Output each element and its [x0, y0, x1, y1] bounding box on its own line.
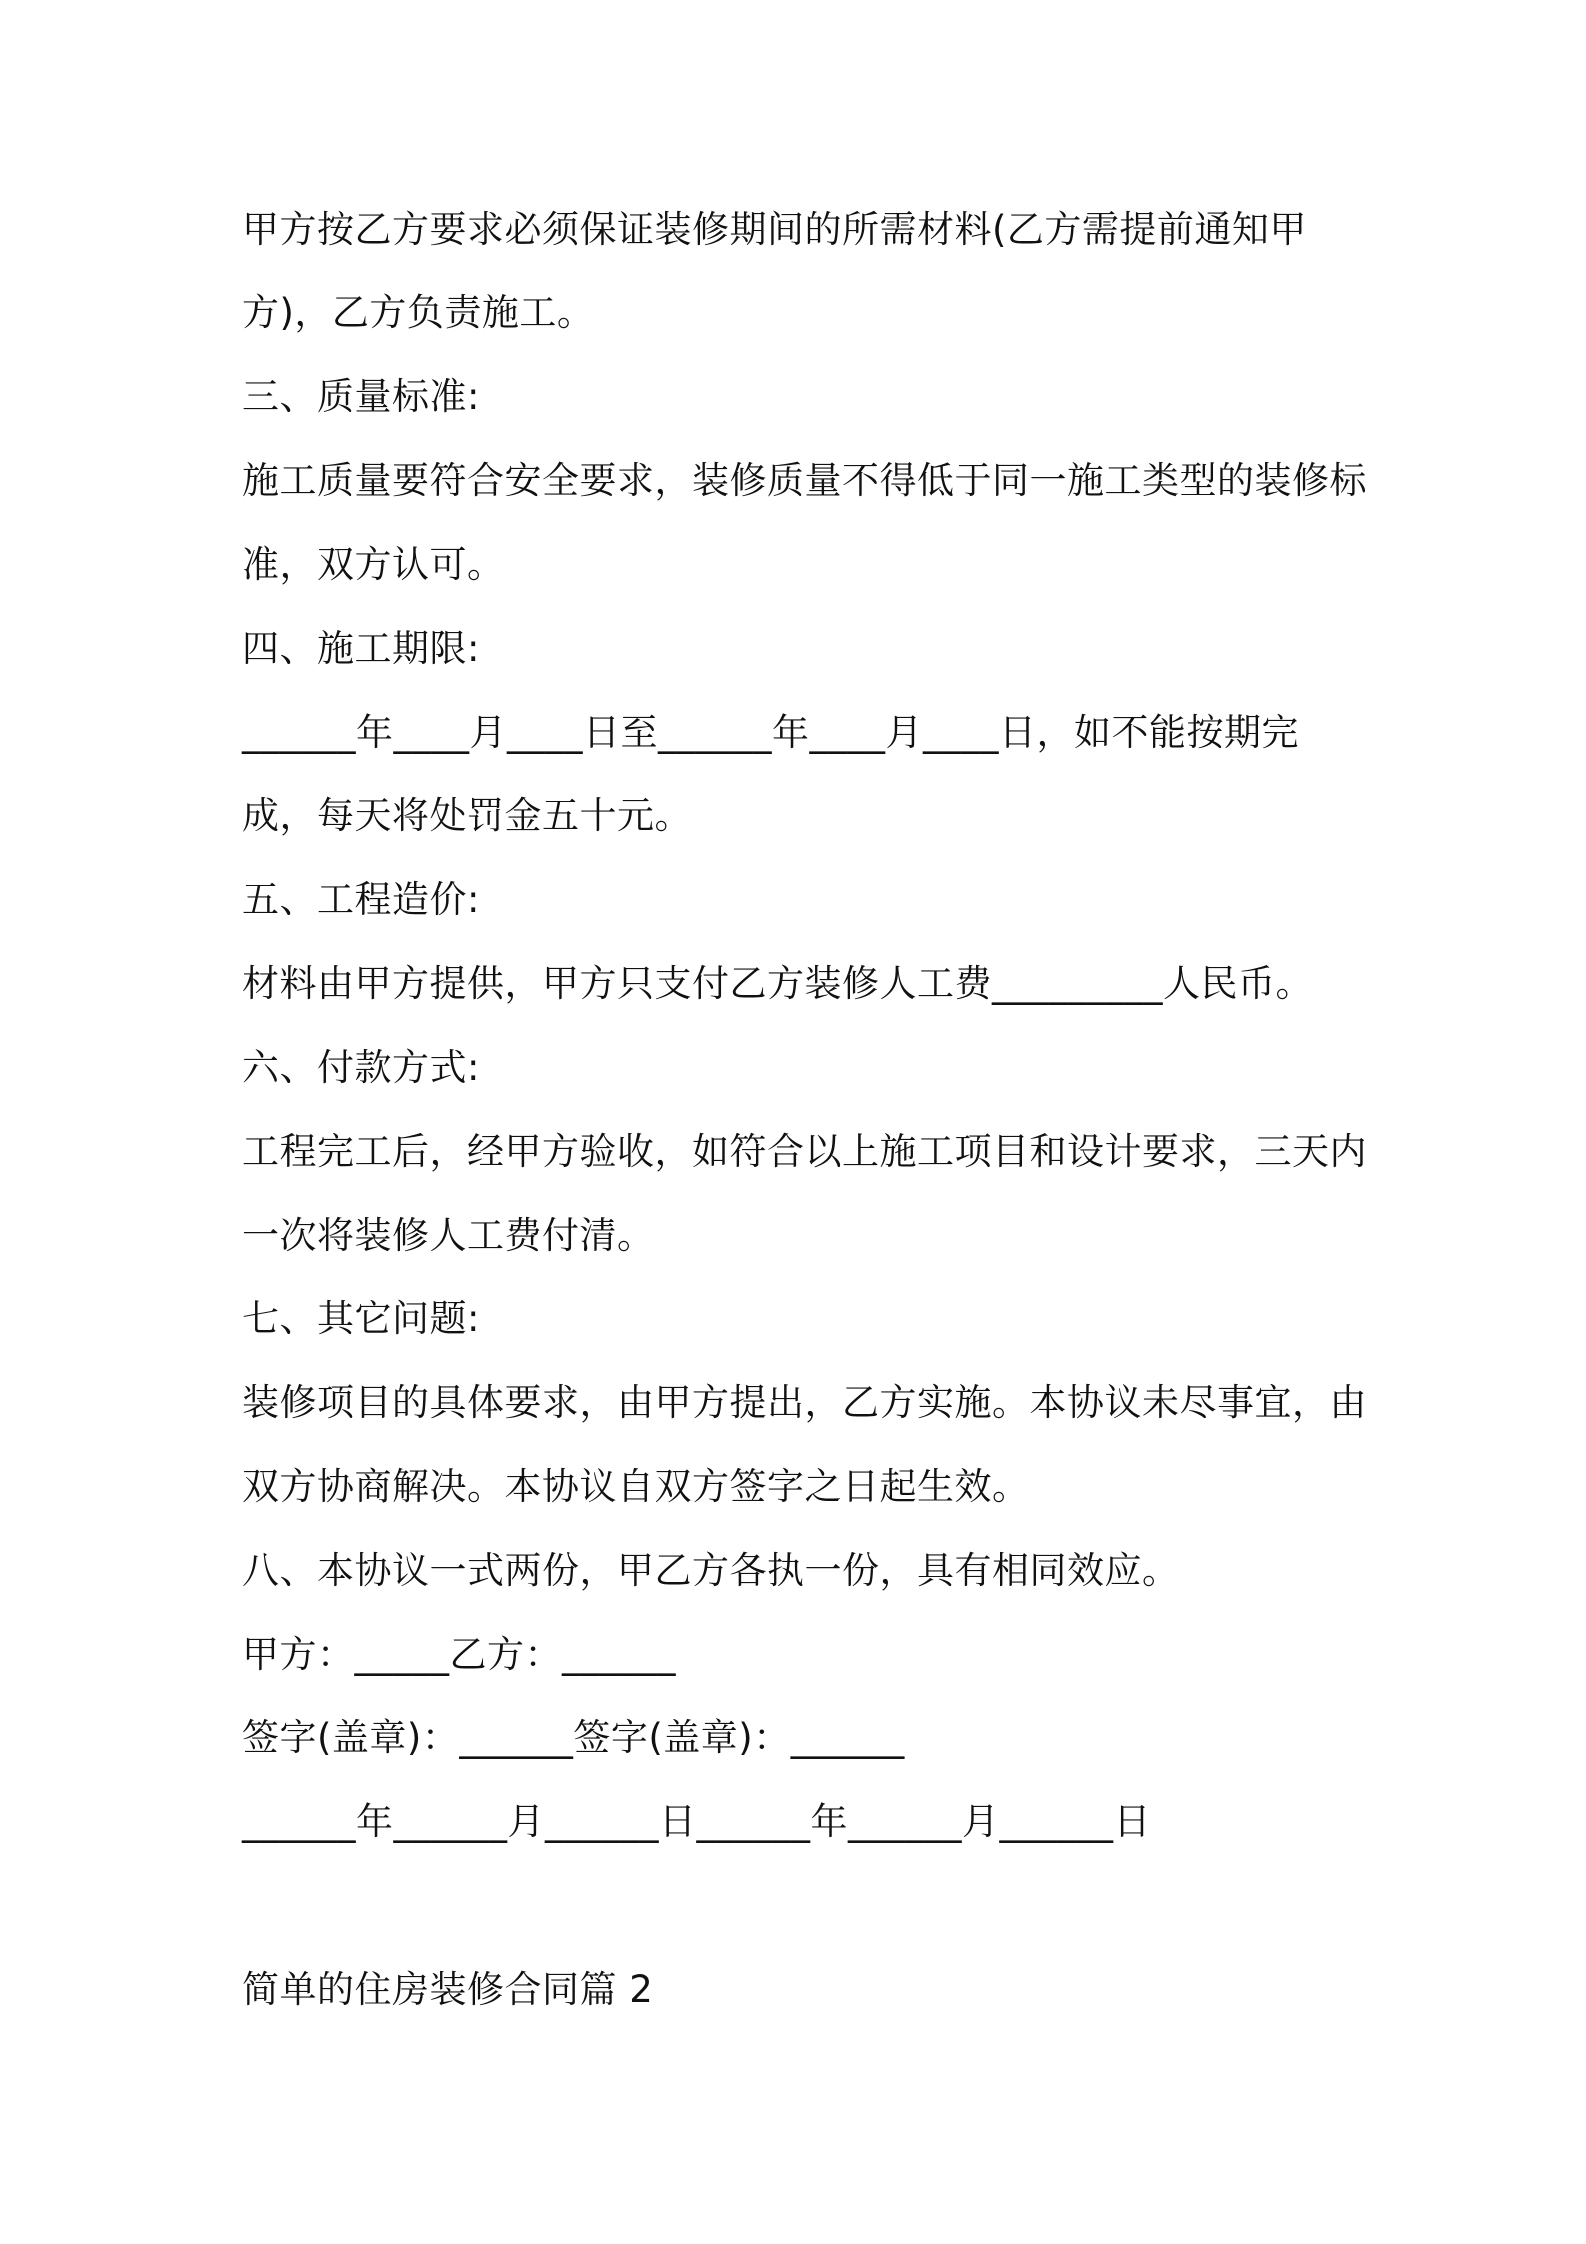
signature-dates: ______年______月______日______年______月______日	[242, 1800, 1151, 1843]
paragraph-line: 装修项目的具体要求，由甲方提出，乙方实施。本协议未尽事宜，由	[242, 1381, 1367, 1424]
paragraph-line: 工程完工后，经甲方验收，如符合以上施工项目和设计要求，三天内	[242, 1130, 1367, 1173]
section-heading-quality: 三、质量标准:	[242, 375, 480, 418]
paragraph-line: 施工质量要符合安全要求，装修质量不得低于同一施工类型的装修标	[242, 459, 1367, 502]
paragraph-line: 甲方按乙方要求必须保证装修期间的所需材料(乙方需提前通知甲	[242, 208, 1307, 251]
paragraph-line: 材料由甲方提供，甲方只支付乙方装修人工费_________人民币。	[242, 962, 1313, 1005]
paragraph-line: ______年____月____日至______年____月____日，如不能按期完	[242, 711, 1299, 754]
signature-seal: 签字(盖章)：______签字(盖章)：______	[242, 1716, 905, 1759]
paragraph-line: 一次将装修人工费付清。	[242, 1214, 655, 1257]
section-heading-payment: 六、付款方式:	[242, 1046, 480, 1089]
signature-parties: 甲方：_____乙方：______	[242, 1633, 676, 1676]
section-title: 简单的住房装修合同篇 2	[242, 1968, 654, 2011]
section-heading-cost: 五、工程造价:	[242, 878, 480, 921]
section-heading-copies: 八、本协议一式两份，甲乙方各执一份，具有相同效应。	[242, 1549, 1180, 1592]
paragraph-line: 双方协商解决。本协议自双方签字之日起生效。	[242, 1465, 1030, 1508]
paragraph-line: 成，每天将处罚金五十元。	[242, 794, 692, 837]
paragraph-line: 方)，乙方负责施工。	[242, 291, 595, 334]
section-heading-period: 四、施工期限:	[242, 627, 480, 670]
paragraph-line: 准，双方认可。	[242, 543, 505, 586]
section-heading-other: 七、其它问题:	[242, 1297, 480, 1340]
